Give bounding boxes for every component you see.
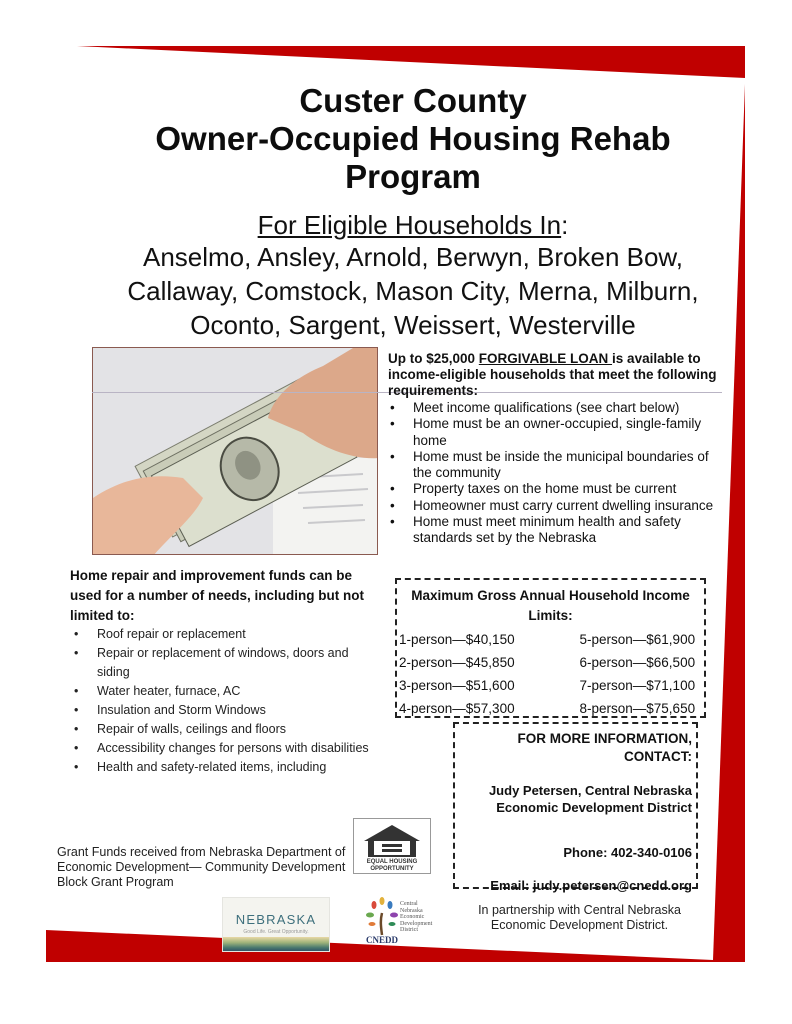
nebraska-landscape-band [223, 937, 329, 951]
page-title [80, 82, 746, 196]
list-item: • Home must meet minimum health and safety standards set by the Nebraska [386, 514, 716, 547]
cnedd-text-line: Central [400, 901, 418, 907]
partnership-text: In partnership with Central Nebraska Economic Development District. [478, 903, 681, 932]
equal-housing-house-icon [354, 819, 430, 873]
list-item: • Repair or replacement of windows, doors and siding [70, 644, 370, 682]
contact-email[interactable]: Email: judy.petersen@cnedd.org [490, 878, 692, 893]
town-line-1: Anselmo, Ansley, Arnold, Berwyn, Broken Bow, [142, 242, 683, 272]
svg-text:OPPORTUNITY: OPPORTUNITY [370, 866, 414, 872]
list-item: • Meet income qualifications (see chart below) [386, 400, 716, 416]
income-cell: 8-person—$75,650 [579, 701, 696, 716]
cnedd-tree-icon [362, 897, 402, 937]
title-line-3: Program [345, 158, 481, 195]
list-item: • Accessibility changes for persons with disabilities [70, 739, 370, 758]
list-item: • Home must be inside the municipal boundaries of the community [386, 449, 716, 482]
list-item: • Insulation and Storm Windows [70, 701, 370, 720]
title-line-1: Custer County [299, 82, 527, 119]
income-limits-table [397, 628, 704, 720]
income-limits-title: Maximum Gross Annual Household Income Limits: [411, 588, 690, 623]
income-cell: 1-person—$40,150 [399, 632, 515, 647]
cnedd-logo-abbr: CNEDD [366, 935, 399, 945]
money-hands-icon [93, 348, 378, 555]
income-cell: 2-person—$45,850 [399, 655, 515, 670]
contact-box [453, 722, 698, 893]
title-line-2: Owner-Occupied Housing Rehab [155, 120, 671, 157]
contact-name-line-1: Judy Petersen, Central Nebraska [488, 783, 692, 798]
cnedd-text-line: District [400, 927, 418, 933]
town-line-2: Callaway, Comstock, Mason City, Merna, Milburn, [127, 276, 699, 306]
income-cell: 4-person—$57,300 [399, 701, 515, 716]
forgivable-loan-label: FORGIVABLE LOAN [478, 351, 613, 366]
loan-intro-rest: is available to income-eligible households that meet the following requirements: [388, 351, 717, 398]
list-item: • Health and safety-related items, including [70, 758, 370, 777]
subtitle-colon: : [561, 210, 569, 240]
uses-intro: Home repair and improvement funds can be used for a number of needs, including but not limited to: [70, 568, 365, 623]
contact-header [455, 730, 692, 766]
cnedd-logo-text [400, 901, 432, 934]
contact-header-line-2: CONTACT: [624, 749, 692, 764]
requirements-list [386, 400, 716, 547]
subtitle-underlined: For Eligible Households In [257, 210, 562, 240]
loan-intro [388, 351, 718, 399]
contact-phone[interactable]: Phone: 402-340-0106 [563, 845, 692, 860]
list-item: • Property taxes on the home must be current [386, 481, 716, 497]
cnedd-text-line: Development [400, 920, 433, 927]
uses-list [70, 625, 370, 777]
loan-amount: Up to $25,000 [388, 351, 479, 366]
list-item: • Homeowner must carry current dwelling insurance [386, 498, 716, 514]
contact-name-line-2: Economic Development District [496, 800, 692, 815]
cnedd-logo [360, 897, 448, 947]
list-item: • Repair of walls, ceilings and floors [70, 720, 370, 739]
eligible-households-subtitle [80, 210, 746, 240]
contact-name [455, 782, 692, 816]
list-item: • Home must be an owner-occupied, single-family home [386, 416, 716, 449]
nebraska-logo-tagline: Good Life. Great Opportunity. [243, 929, 309, 935]
nebraska-logo-word: NEBRASKA [235, 912, 317, 927]
town-list [80, 240, 746, 342]
cnedd-text-line: Economic [400, 914, 425, 920]
cnedd-text-line: Nebraska [400, 907, 423, 914]
svg-text:EQUAL HOUSING: EQUAL HOUSING [366, 859, 418, 865]
grant-funds-text: Grant Funds received from Nebraska Department of Economic Development— Community Development Block Grant Program [57, 845, 346, 889]
list-item: • Water heater, furnace, AC [70, 682, 370, 701]
income-cell: 3-person—$51,600 [399, 678, 515, 693]
income-cell: 5-person—$61,900 [579, 632, 696, 647]
town-line-3: Oconto, Sargent, Weissert, Westerville [190, 310, 636, 340]
income-limits-box [395, 578, 706, 718]
money-handoff-photo [92, 347, 378, 555]
nebraska-logo [222, 897, 330, 952]
equal-housing-logo [353, 818, 431, 874]
list-item: • Roof repair or replacement [70, 625, 370, 644]
income-cell: 7-person—$71,100 [579, 678, 696, 693]
contact-header-line-1: FOR MORE INFORMATION, [517, 731, 692, 746]
income-cell: 6-person—$66,500 [579, 655, 696, 670]
